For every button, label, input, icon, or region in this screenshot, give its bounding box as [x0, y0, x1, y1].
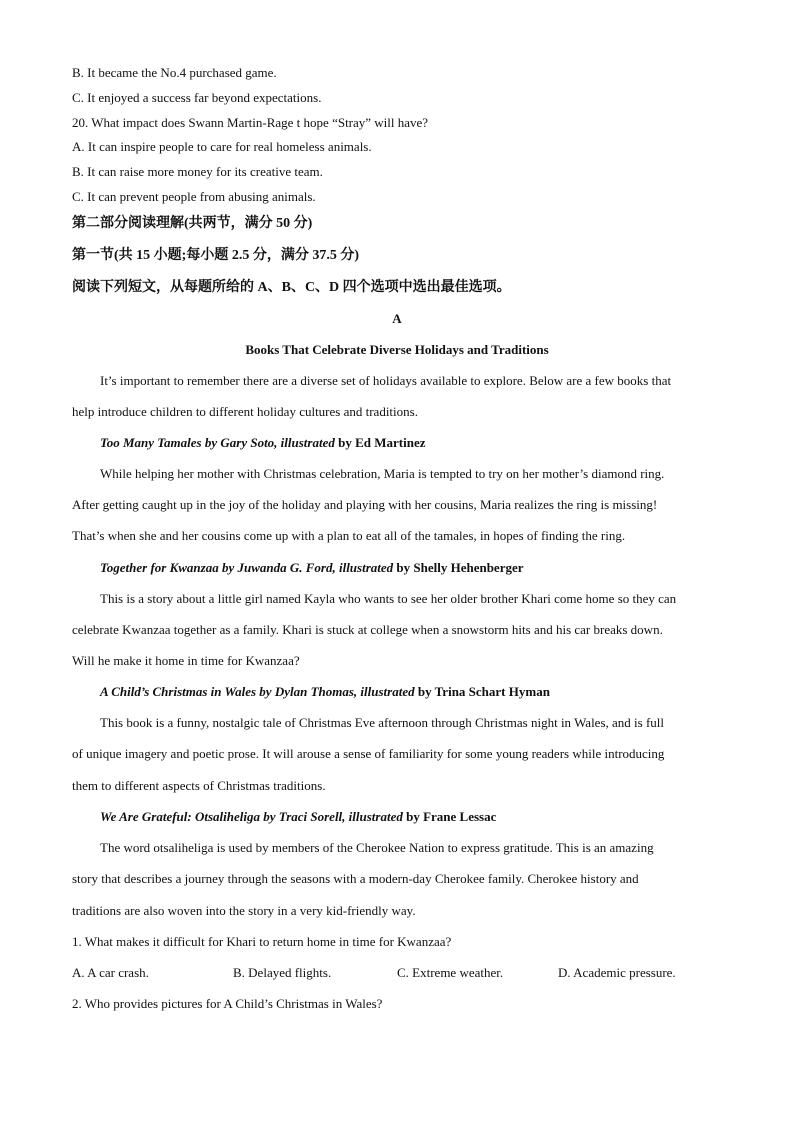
q19-option-b: B. It became the No.4 purchased game. [72, 65, 277, 80]
book-illustrator: by Trina Schart Hyman [414, 684, 550, 699]
passage-letter: A [392, 311, 402, 326]
book-title: Together for Kwanzaa by Juwanda G. Ford, illustrated [100, 560, 394, 575]
book-desc-line: story that describes a journey through the seasons with a modern-day Cherokee family. Cherokee history and [72, 871, 639, 886]
book-title: Too Many Tamales by Gary Soto, illustrated [100, 435, 335, 450]
book-desc-line: This book is a funny, nostalgic tale of Christmas Eve afternoon through Christmas night in Wales, and is full [100, 715, 665, 730]
option-b: B. Delayed flights. [233, 965, 332, 980]
intro-line: help introduce children to different holiday cultures and traditions. [72, 404, 418, 419]
book-title: A Child’s Christmas in Wales by Dylan Thomas, illustrated [100, 684, 415, 699]
option-c: C. Extreme weather. [397, 965, 504, 980]
book-title: We Are Grateful: Otsaliheliga by Traci Sorell, illustrated [100, 809, 403, 824]
book-desc-line: them to different aspects of Christmas traditions. [72, 778, 326, 793]
q20-option-b: B. It can raise more money for its creative team. [72, 164, 323, 179]
book-desc-line: traditions are also woven into the story in a very kid-friendly way. [72, 903, 416, 918]
q20-stem: 20. What impact does Swann Martin-Rage t hope “Stray” will have? [72, 115, 429, 130]
option-a: A. A car crash. [72, 965, 149, 980]
book-heading [100, 559, 524, 577]
book-heading [100, 434, 426, 452]
part2-heading: 第二部分阅读理解(共两节，满分 50 分) [72, 216, 313, 231]
q20-option-a: A. It can inspire people to care for real homeless animals. [72, 139, 372, 154]
book-desc-line: Will he make it home in time for Kwanzaa? [72, 653, 300, 668]
book-illustrator: by Frane Lessac [402, 809, 497, 824]
passage-title: Books That Celebrate Diverse Holidays and Traditions [245, 342, 549, 357]
book-desc-line: That’s when she and her cousins come up with a plan to eat all of the tamales, in hopes of finding the ring. [72, 528, 626, 543]
book-heading [100, 808, 496, 826]
option-d: D. Academic pressure. [558, 965, 676, 980]
book-desc-line: This is a story about a little girl named Kayla who wants to see her older brother Khari come home so they can [100, 591, 677, 606]
book-desc-line: celebrate Kwanzaa together as a family. Khari is stuck at college when a snowstorm hits and his car breaks down. [72, 622, 663, 637]
book-heading [100, 683, 550, 701]
q19-option-c: C. It enjoyed a success far beyond expectations. [72, 90, 322, 105]
book-illustrator: by Ed Martinez [334, 435, 426, 450]
book-desc-line: After getting caught up in the joy of the holiday and playing with her cousins, Maria realizes the ring is missing! [72, 497, 658, 512]
intro-line: It’s important to remember there are a diverse set of holidays available to explore. Below are a few books that [100, 373, 672, 388]
instruction: 阅读下列短文，从每题所给的 A、B、C、D 四个选项中选出最佳选项。 [72, 280, 511, 295]
question-stem: 2. Who provides pictures for A Child’s Christmas in Wales? [72, 996, 383, 1011]
book-desc-line: While helping her mother with Christmas celebration, Maria is tempted to try on her mother’s diamond ring. [100, 466, 665, 481]
book-desc-line: of unique imagery and poetic prose. It will arouse a sense of familiarity for some young readers while introducing [72, 746, 665, 761]
book-illustrator: by Shelly Hehenberger [393, 560, 524, 575]
q20-option-c: C. It can prevent people from abusing animals. [72, 189, 316, 204]
book-desc-line: The word otsaliheliga is used by members of the Cherokee Nation to express gratitude. This is an amazing [100, 840, 654, 855]
question-stem: 1. What makes it difficult for Khari to return home in time for Kwanzaa? [72, 934, 452, 949]
section1-heading: 第一节(共 15 小题;每小题 2.5 分，满分 37.5 分) [72, 248, 359, 263]
